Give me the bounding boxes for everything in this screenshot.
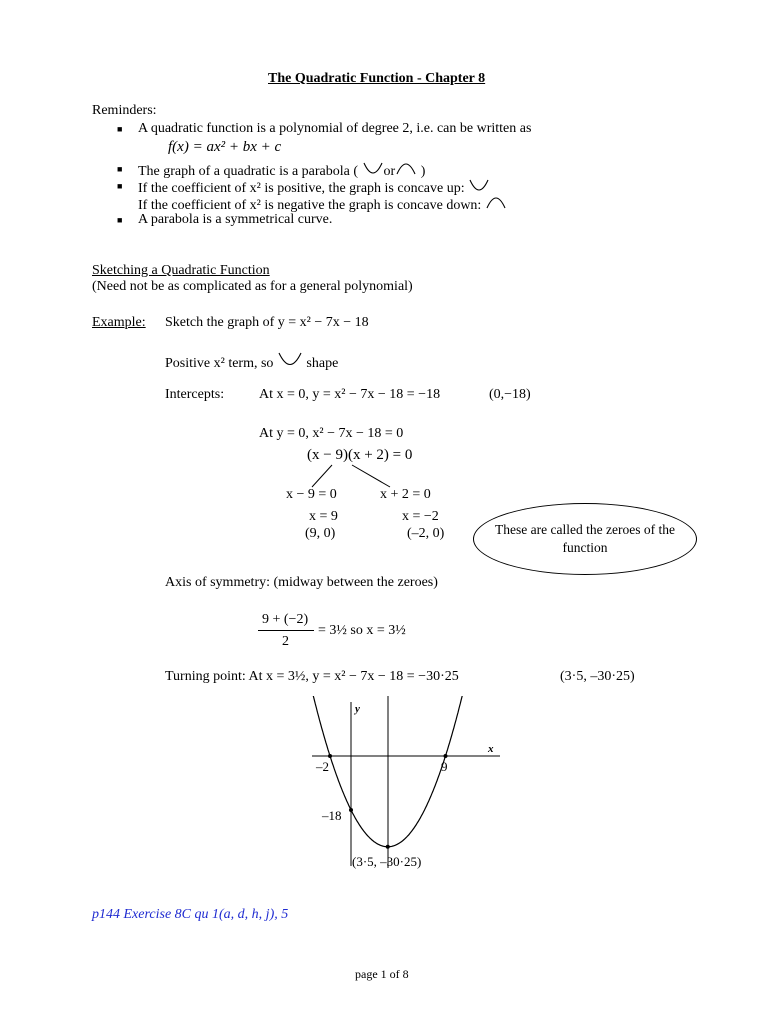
y-intercept-label: –18	[322, 808, 342, 823]
page-number: page 1 of 8	[355, 967, 409, 981]
concave-up-icon	[468, 178, 490, 192]
y-axis-label: y	[355, 703, 360, 715]
bullet-icon: ■	[117, 181, 123, 191]
exercise-reference[interactable]: p144 Exercise 8C qu 1(a, d, h, j), 5	[92, 907, 289, 922]
x-intercept-work: At y = 0, x² − 7x − 18 = 0	[259, 426, 404, 441]
right-solution: x = −2	[402, 509, 439, 524]
left-factor-equation: x − 9 = 0	[286, 487, 337, 502]
reminder-1: A quadratic function is a polynomial of degree 2, i.e. can be written as	[138, 121, 532, 136]
fraction-bar	[258, 630, 314, 631]
reminder-3: If the coefficient of x² is positive, the graph is concave up:	[138, 178, 490, 197]
left-solution: x = 9	[309, 509, 338, 524]
y-intercept-work: At x = 0, y = x² − 7x − 18 = −18	[259, 387, 441, 402]
zero-left-point	[328, 754, 332, 758]
example-task: Sketch the graph of y = x² − 7x − 18	[165, 315, 369, 330]
zero-left-label: –2	[316, 759, 329, 774]
intercepts-label: Intercepts:	[165, 387, 225, 402]
reminders-heading: Reminders:	[92, 103, 157, 118]
example-label: Example:	[92, 315, 146, 330]
y-intercept-point: (0,−18)	[489, 387, 531, 402]
left-zero-point: (9, 0)	[305, 526, 336, 541]
bullet-icon: ■	[117, 164, 123, 174]
page-title: The Quadratic Function - Chapter 8	[268, 71, 486, 86]
concave-up-icon	[277, 351, 303, 367]
reminder-2: The graph of a quadratic is a parabola ( or )	[138, 161, 425, 180]
bullet-icon: ■	[117, 215, 123, 225]
concave-down-icon	[485, 195, 507, 209]
vertex-point	[386, 845, 390, 849]
bullet-icon: ■	[117, 124, 123, 134]
zero-right-point	[444, 754, 448, 758]
axis-of-symmetry-label: Axis of symmetry: (midway between the zeroes)	[165, 575, 438, 590]
zero-right-label: 9	[441, 759, 448, 774]
vertex-label: (3·5, –30·25)	[352, 854, 422, 869]
concave-down-icon	[395, 161, 417, 175]
turning-point: (3·5, –30·25)	[560, 669, 635, 684]
parabola-graph	[300, 696, 510, 880]
y-intercept-dot	[349, 808, 353, 812]
fraction-numerator: 9 + (−2)	[262, 612, 309, 627]
fraction-result: = 3½ so x = 3½	[318, 623, 406, 638]
right-zero-point: (–2, 0)	[407, 526, 445, 541]
general-form-formula: f(x) = ax² + bx + c	[168, 139, 282, 155]
concave-up-icon	[362, 161, 384, 175]
sketch-heading: Sketching a Quadratic Function	[92, 263, 270, 278]
factor-branch-lines	[290, 463, 410, 489]
right-factor-equation: x + 2 = 0	[380, 487, 431, 502]
fraction-denominator: 2	[282, 634, 289, 649]
zeroes-callout: These are called the zeroes of the function	[473, 503, 697, 575]
reminder-4: A parabola is a symmetrical curve.	[138, 212, 333, 227]
x-axis-label: x	[488, 743, 494, 755]
turning-point-work: Turning point: At x = 3½, y = x² − 7x − 18 = −30·25	[165, 669, 459, 684]
factored-equation: (x − 9)(x + 2) = 0	[307, 447, 413, 463]
sketch-note: (Need not be as complicated as for a general polynomial)	[92, 279, 413, 294]
reminder-3b: If the coefficient of x² is negative the graph is concave down:	[138, 195, 507, 214]
positive-term-note: Positive x² term, so shape	[165, 351, 338, 372]
